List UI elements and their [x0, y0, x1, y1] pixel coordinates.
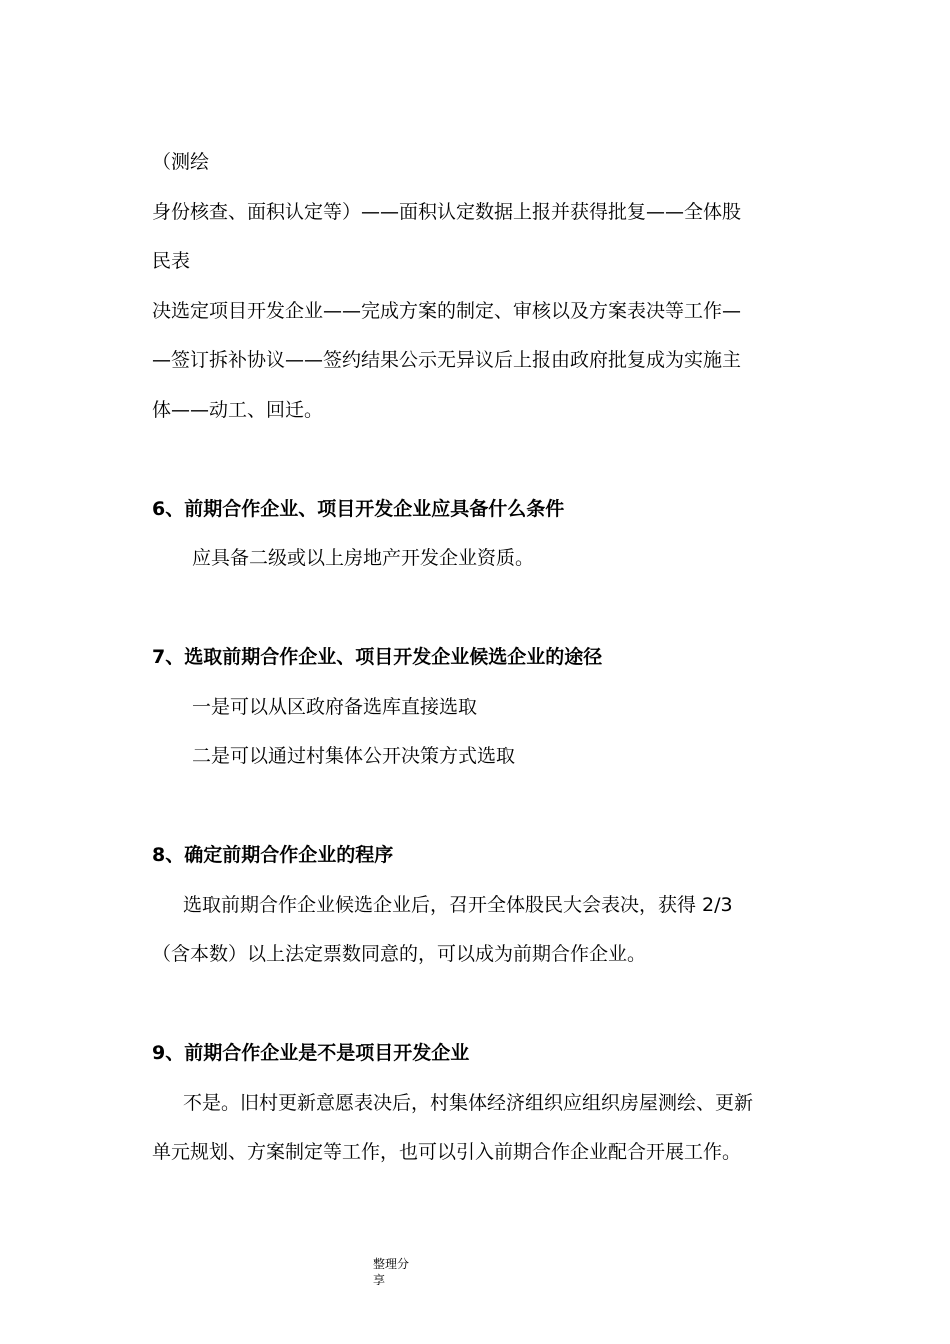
text-line: 民表 [152, 250, 191, 272]
text-line: 二是可以通过村集体公开决策方式选取 [192, 745, 516, 767]
text-line: —签订拆补协议——签约结果公示无异议后上报由政府批复成为实施主 [152, 349, 742, 371]
text-line: 不是。旧村更新意愿表决后，村集体经济组织应组织房屋测绘、更新 [183, 1092, 754, 1114]
text-line: 决选定项目开发企业——完成方案的制定、审核以及方案表决等工作— [152, 300, 742, 322]
section-heading: 6、前期合作企业、项目开发企业应具备什么条件 [152, 498, 565, 520]
section-heading: 8、确定前期合作企业的程序 [152, 844, 394, 866]
text-line: 身份核查、面积认定等）——面积认定数据上报并获得批复——全体股 [152, 201, 742, 223]
text-line: 单元规划、方案制定等工作，也可以引入前期合作企业配合开展工作。 [152, 1141, 742, 1163]
section-heading: 9、前期合作企业是不是项目开发企业 [152, 1042, 470, 1064]
page-footer [373, 1256, 433, 1288]
text-line: （测绘 [152, 151, 210, 173]
text-line: 选取前期合作企业候选企业后，召开全体股民大会表决，获得 2/3 [183, 894, 733, 916]
text-line: 体——动工、回迁。 [152, 399, 324, 421]
footer-text: 整理分 [373, 1257, 410, 1271]
text-line: （含本数）以上法定票数同意的，可以成为前期合作企业。 [152, 943, 647, 965]
text-line: 一是可以从区政府备选库直接选取 [192, 696, 478, 718]
footer-text: 享 [373, 1273, 386, 1287]
section-heading: 7、选取前期合作企业、项目开发企业候选企业的途径 [152, 646, 603, 668]
text-line: 应具备二级或以上房地产开发企业资质。 [192, 547, 535, 569]
